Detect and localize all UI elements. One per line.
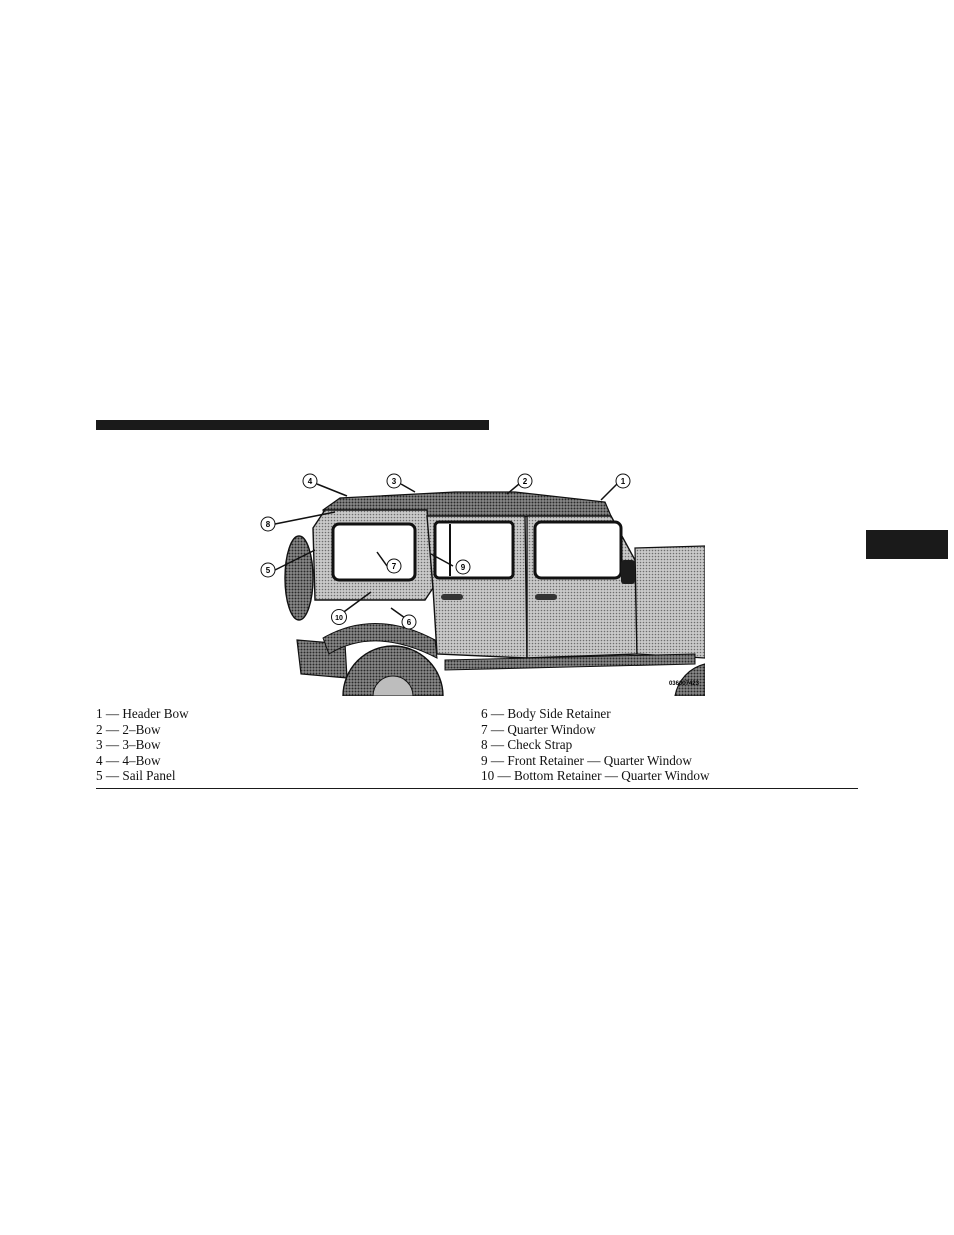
front-door-handle-shape [535,594,557,600]
section-header-bar [96,420,489,430]
chapter-tab [866,530,948,559]
vehicle-soft-top-diagram [255,468,705,696]
callout-10: 10 [335,615,343,622]
legend-item: 5 — Sail Panel [96,768,176,784]
hood-shape [635,546,705,658]
legend-right-column [481,706,861,784]
legend-item: 4 — 4–Bow [96,752,161,768]
legend-item: 8 — Check Strap [481,737,573,753]
legend-item: 1 — Header Bow [96,706,189,721]
legend-item: 2 — 2–Bow [96,721,161,737]
legend-item: 7 — Quarter Window [481,721,596,737]
callout-4: 4 [307,477,313,486]
rear-door-handle-shape [441,594,463,600]
callout-5: 5 [265,566,271,575]
legend-item: 6 — Body Side Retainer [481,706,611,721]
legend-item: 3 — 3–Bow [96,737,161,753]
mirror-shape [621,560,635,584]
legend-item: 9 — Front Retainer — Quarter Window [481,752,692,768]
callout-6: 6 [406,618,412,627]
legend-bottom-rule [96,788,858,789]
callout-9: 9 [460,563,466,572]
legend-left-column [96,706,466,784]
callout-1: 1 [620,477,626,486]
callout-2: 2 [522,477,528,486]
front-wheel-shape [675,664,705,696]
spare-tire-shape [285,536,313,620]
rear-door-window-shape [435,522,513,578]
front-door-window-shape [535,522,621,578]
image-code: 036007423 [668,681,699,687]
legend-item: 10 — Bottom Retainer — Quarter Window [481,768,710,784]
quarter-window-shape [333,524,415,580]
callout-8: 8 [265,520,271,529]
callout-7: 7 [391,562,397,571]
callout-3: 3 [391,477,397,486]
